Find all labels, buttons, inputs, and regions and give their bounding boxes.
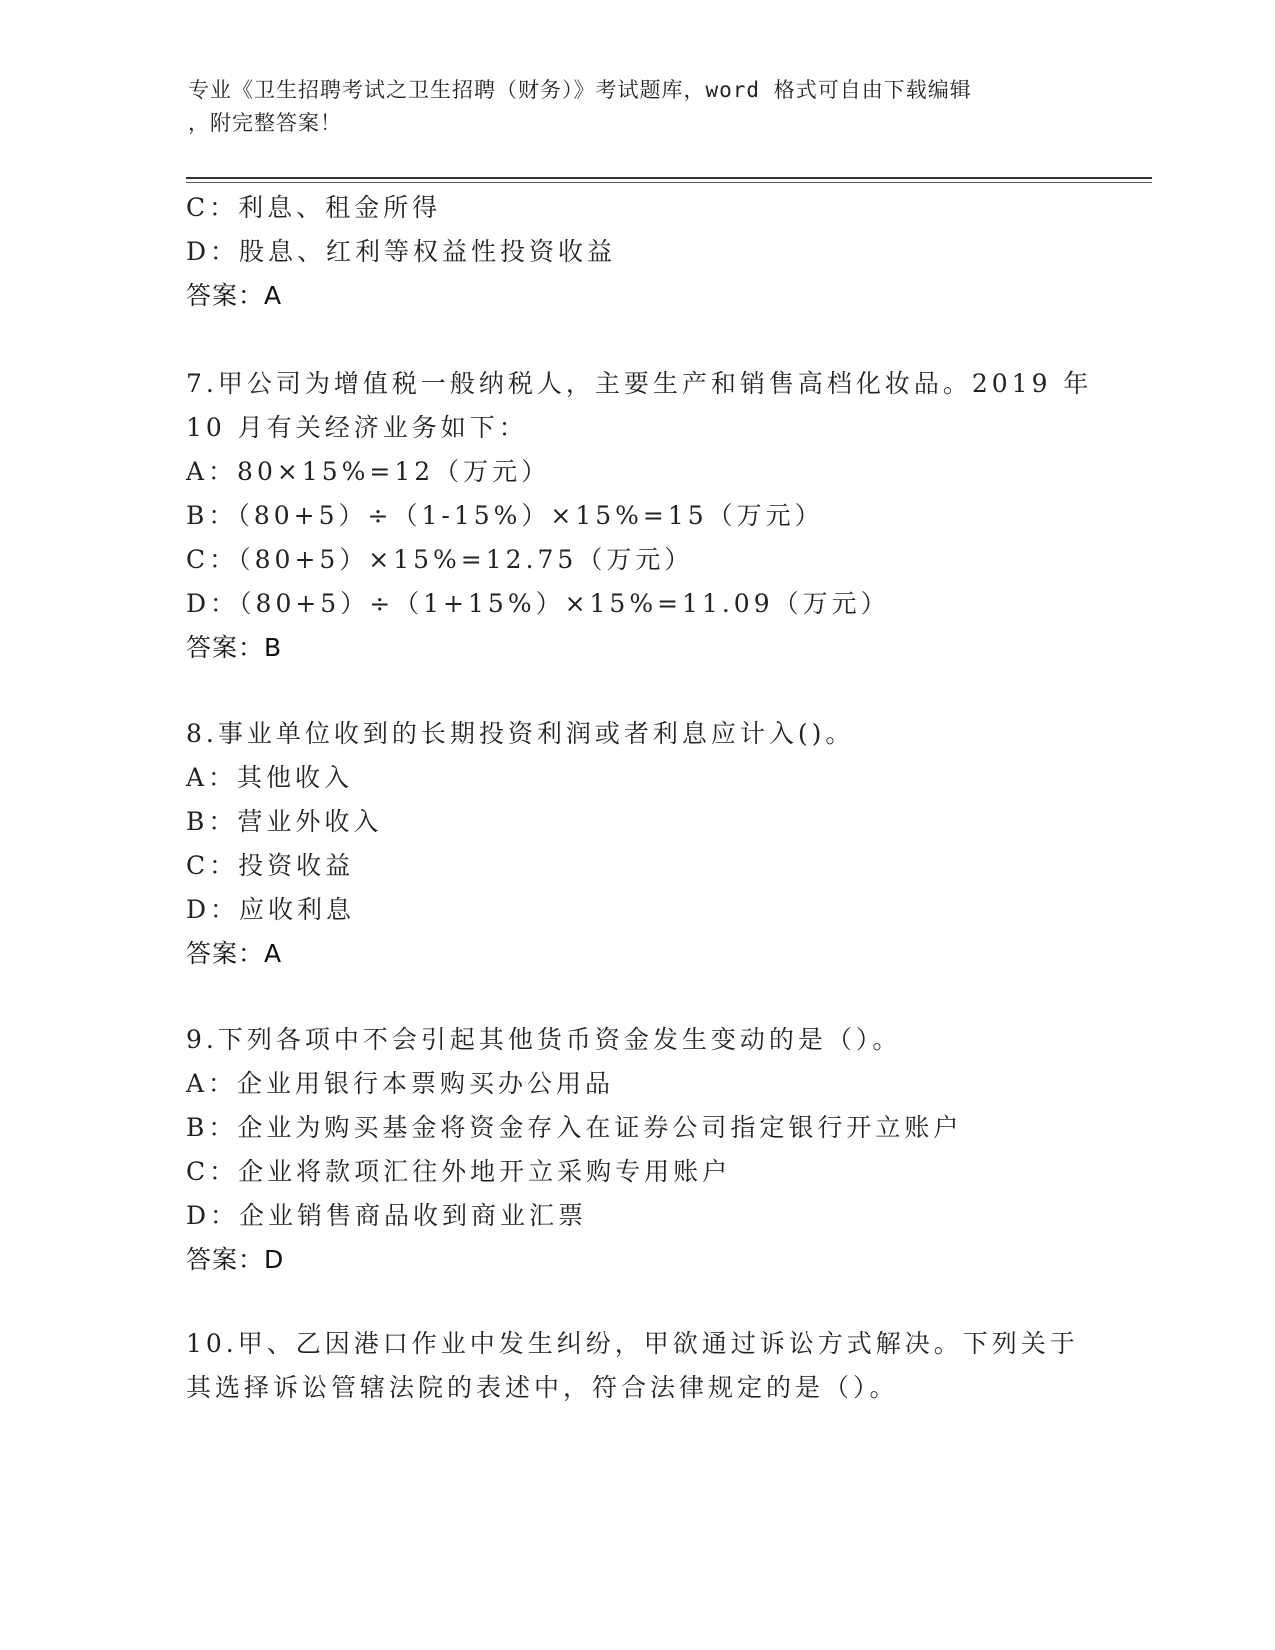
- header-line-2: ，附完整答案！: [188, 111, 342, 135]
- q7-answer: 答案：B: [186, 633, 283, 662]
- q7-stem-line-1: 7.甲公司为增值税一般纳税人，主要生产和销售高档化妆品。2019 年: [186, 369, 1093, 398]
- q9-option-a: A：企业用银行本票购买办公用品: [186, 1069, 615, 1098]
- q8-answer: 答案：A: [186, 939, 283, 968]
- q9-option-c: C：企业将款项汇往外地开立采购专用账户: [186, 1157, 732, 1186]
- q6-option-d: D：股息、红利等权益性投资收益: [186, 237, 617, 266]
- q9-answer: 答案：D: [186, 1245, 285, 1274]
- header-line-1: 专业《卫生招聘考试之卫生招聘（财务）》考试题库，word 格式可自由下载编辑: [188, 78, 972, 102]
- q8-option-d: D：应收利息: [186, 895, 356, 924]
- q6-answer: 答案：A: [186, 281, 283, 310]
- q8-stem: 8.事业单位收到的长期投资利润或者利息应计入()。: [186, 719, 855, 748]
- q9-option-b: B：企业为购买基金将资金存入在证券公司指定银行开立账户: [186, 1113, 963, 1142]
- q7-option-a: A：80×15%=12（万元）: [186, 457, 551, 486]
- q8-option-a: A：其他收入: [186, 763, 354, 792]
- q10-stem-line-1: 10.甲、乙因港口作业中发生纠纷，甲欲通过诉讼方式解决。下列关于: [186, 1329, 1079, 1358]
- q7-option-c: C：（80+5）×15%=12.75（万元）: [186, 545, 694, 574]
- q10-stem-line-2: 其选择诉讼管辖法院的表述中，符合法律规定的是（）。: [186, 1373, 899, 1402]
- q7-option-d: D：（80+5）÷（1+15%）×15%=11.09（万元）: [186, 589, 890, 618]
- q8-option-b: B：营业外收入: [186, 807, 383, 836]
- q7-stem-line-2: 10 月有关经济业务如下：: [186, 413, 528, 442]
- header-divider-thick: [186, 177, 1152, 179]
- document-header: [188, 74, 1068, 140]
- q9-option-d: D：企业销售商品收到商业汇票: [186, 1201, 588, 1230]
- header-divider-thin: [186, 182, 1152, 183]
- q6-option-c: C：利息、租金所得: [186, 193, 442, 222]
- q7-option-b: B：（80+5）÷（1-15%）×15%=15（万元）: [186, 501, 824, 530]
- q8-option-c: C：投资收益: [186, 851, 355, 880]
- q9-stem: 9.下列各项中不会引起其他货币资金发生变动的是（）。: [186, 1025, 902, 1054]
